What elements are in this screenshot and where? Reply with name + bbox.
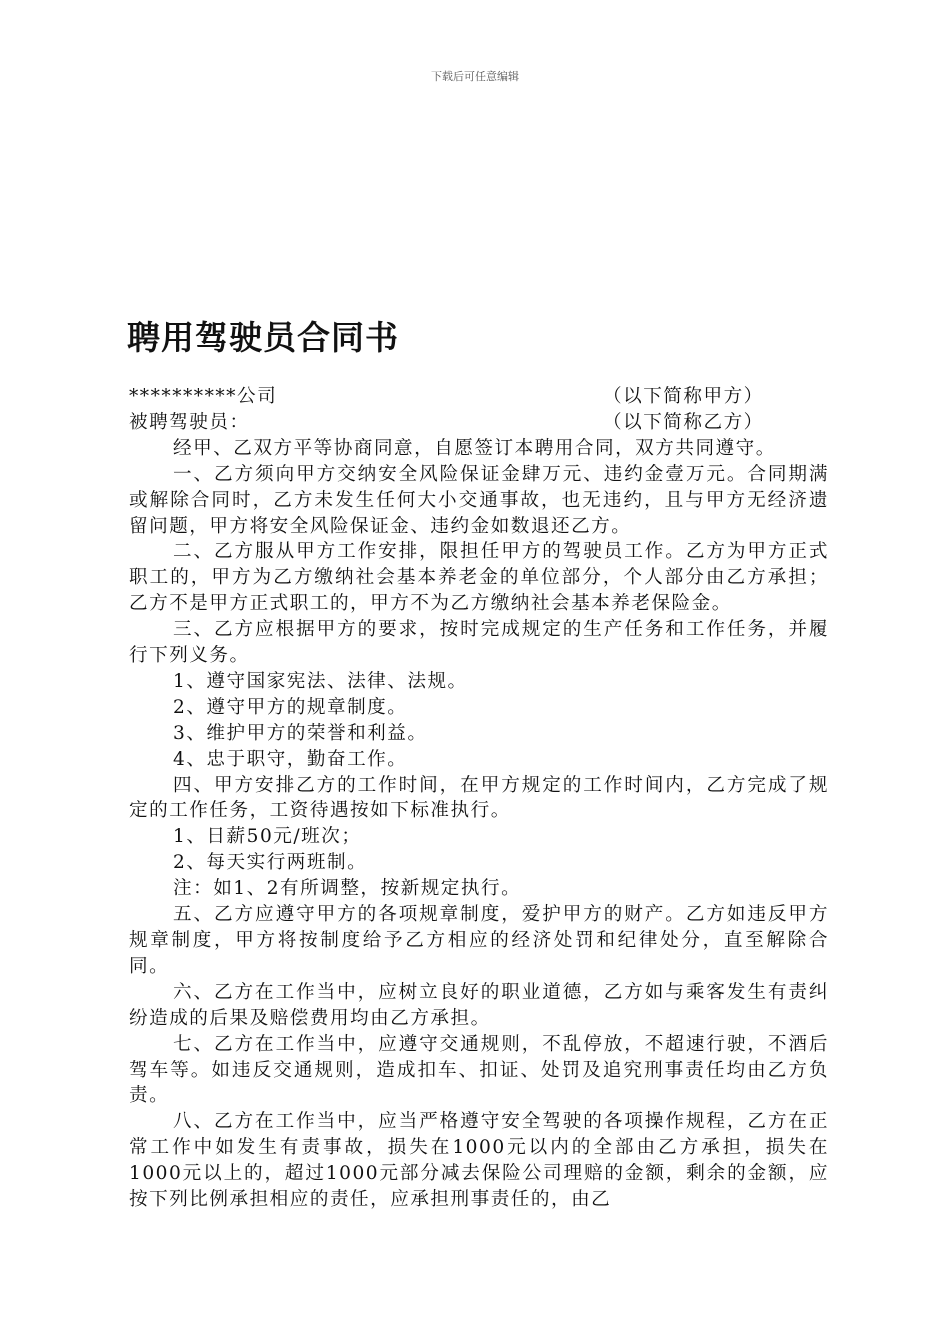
party-b-line (129, 410, 829, 436)
clause-1: 一、乙方须向甲方交纳安全风险保证金肆万元、违约金壹万元。合同期满或解除合同时，乙方未发生任何大小交通事故，也无违约，且与甲方无经济遗留问题，甲方将安全风险保证金、违约金如数退还乙方。 (129, 463, 829, 537)
clause-3-item: 2、遵守甲方的规章制度。 (173, 696, 408, 718)
clause-3-item: 1、遵守国家宪法、法律、法规。 (173, 670, 468, 692)
clause-2: 二、乙方服从甲方工作安排，限担任甲方的驾驶员工作。乙方为甲方正式职工的，甲方为乙方缴纳社会基本养老金的单位部分，个人部分由乙方承担；乙方不是甲方正式职工的，甲方不为乙方缴纳社会基本养老保险金。 (129, 541, 829, 615)
party-a-name: **********公司 (129, 386, 278, 407)
clause-3-item: 4、忠于职守，勤奋工作。 (173, 748, 408, 770)
clause-4-item: 2、每天实行两班制。 (173, 852, 368, 874)
header-watermark: 下载后可任意编辑 (431, 70, 519, 83)
party-a-line (129, 384, 829, 410)
clause-5: 五、乙方应遵守甲方的各项规章制度，爱护甲方的财产。乙方如违反甲方规章制度，甲方将按制度给予乙方相应的经济处罚和纪律处分，直至解除合同。 (129, 904, 829, 977)
clause-8: 八、乙方在工作当中，应当严格遵守安全驾驶的各项操作规程，乙方在正常工作中如发生有责事故，损失在1000元以内的全部由乙方承担，损失在1000元以上的，超过1000元部分减去保险公司理赔的金额，剩余的金额，应按下列比例承担相应的责任，应承担刑事责任的，由乙 (129, 1111, 829, 1211)
clause-4-note: 注：如1、2有所调整，按新规定执行。 (173, 878, 522, 900)
party-b-name: 被聘驾驶员： (129, 411, 250, 433)
document-title: 聘用驾驶员合同书 (127, 318, 399, 357)
clause-3-item: 3、维护甲方的荣誉和利益。 (173, 722, 428, 744)
clause-4-item: 1、日薪50元/班次； (173, 826, 362, 848)
party-a-note: （以下简称甲方） (603, 386, 764, 407)
clause-3: 三、乙方应根据甲方的要求，按时完成规定的生产任务和工作任务，并履行下列义务。 (129, 619, 829, 667)
intro-paragraph: 经甲、乙双方平等协商同意，自愿签订本聘用合同，双方共同遵守。 (173, 437, 776, 459)
clause-6: 六、乙方在工作当中，应树立良好的职业道德，乙方如与乘客发生有责纠纷造成的后果及赔偿费用均由乙方承担。 (129, 981, 829, 1029)
clause-7: 七、乙方在工作当中，应遵守交通规则，不乱停放，不超速行驶，不酒后驾车等。如违反交通规则，造成扣车、扣证、处罚及追究刑事责任均由乙方负责。 (129, 1033, 829, 1107)
clause-4: 四、甲方安排乙方的工作时间，在甲方规定的工作时间内，乙方完成了规定的工作任务，工资待遇按如下标准执行。 (129, 774, 829, 822)
document-body (129, 384, 829, 1213)
party-b-note: （以下简称乙方） (603, 411, 764, 433)
